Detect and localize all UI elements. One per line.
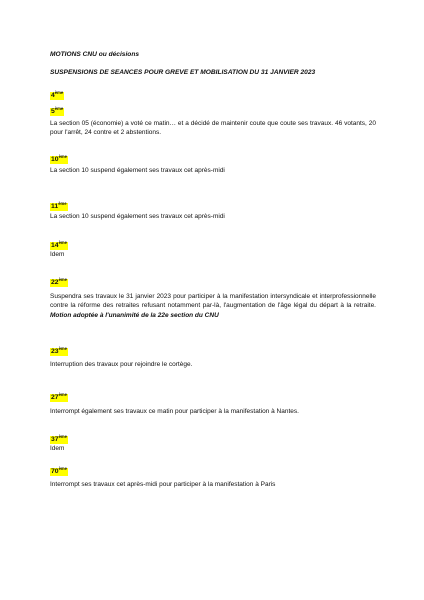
section-badge: 10ème	[51, 154, 67, 163]
section-70-text: Interrompt ses travaux cet après-midi pour participer à la manifestation à Paris	[50, 481, 276, 488]
section-22-text	[50, 292, 376, 320]
section-27-text-block	[50, 407, 376, 416]
section-badge: 11ème	[51, 201, 67, 210]
section-badge: 4ème	[51, 90, 64, 99]
document-page	[50, 50, 376, 488]
section-5-heading	[50, 100, 64, 118]
section-10-text-block	[50, 166, 376, 175]
section-37-text-block	[50, 444, 376, 453]
section-22-text-main: Suspendra ses travaux le 31 janvier 2023 pour participer à la manifestation intersyndicale et interprofessionnelle contre la réforme des retraites refusant notamment par-là, l'augmentation de l'âge légal du départ à la retraite.	[50, 293, 376, 310]
section-37-text: Idem	[50, 445, 65, 452]
section-badge: 23ème	[51, 346, 67, 355]
section-badge: 14ème	[51, 240, 67, 249]
motion-emphasis: Motion adoptée à l'unanimité de la 22e section du CNU	[50, 311, 219, 319]
section-5-text: La section 05 (économie) a voté ce matin… et a décidé de maintenir coute que coute ses travaux. 46 votants, 20 pour l'arrêt, 24 contre et 2 abstentions.	[50, 120, 376, 137]
section-badge: 27ème	[51, 392, 67, 401]
section-10-heading	[50, 148, 68, 166]
section-27-text: Interrompt également ses travaux ce matin pour participer à la manifestation à Nantes.	[50, 408, 299, 415]
section-70-heading	[50, 460, 68, 478]
section-11-text-block	[50, 212, 376, 221]
section-badge: 5ème	[51, 106, 64, 115]
section-70-text-block	[50, 480, 376, 489]
section-23-heading	[50, 340, 68, 358]
section-22-heading	[50, 271, 68, 289]
section-11-heading	[50, 195, 68, 213]
section-14-text: Idem	[50, 251, 65, 258]
section-11-text: La section 10 suspend également ses travaux cet après-midi	[50, 213, 225, 220]
section-badge: 37ème	[51, 434, 67, 443]
section-10-text: La section 10 suspend également ses travaux cet après-midi	[50, 167, 225, 174]
document-title: MOTIONS CNU ou décisions	[50, 51, 140, 58]
section-14-text-block	[50, 250, 376, 259]
section-badge: 22ème	[51, 277, 67, 286]
section-22-text-block	[50, 292, 376, 320]
section-23-text: Interruption des travaux pour rejoindre le cortège.	[50, 361, 193, 368]
section-5-text-block	[50, 119, 376, 138]
section-badge: 70ème	[51, 466, 67, 475]
document-subtitle: SUSPENSIONS DE SEANCES POUR GREVE ET MOBILISATION DU 31 JANVIER 2023	[50, 69, 316, 76]
section-23-text-block	[50, 360, 376, 369]
section-27-heading	[50, 386, 68, 404]
